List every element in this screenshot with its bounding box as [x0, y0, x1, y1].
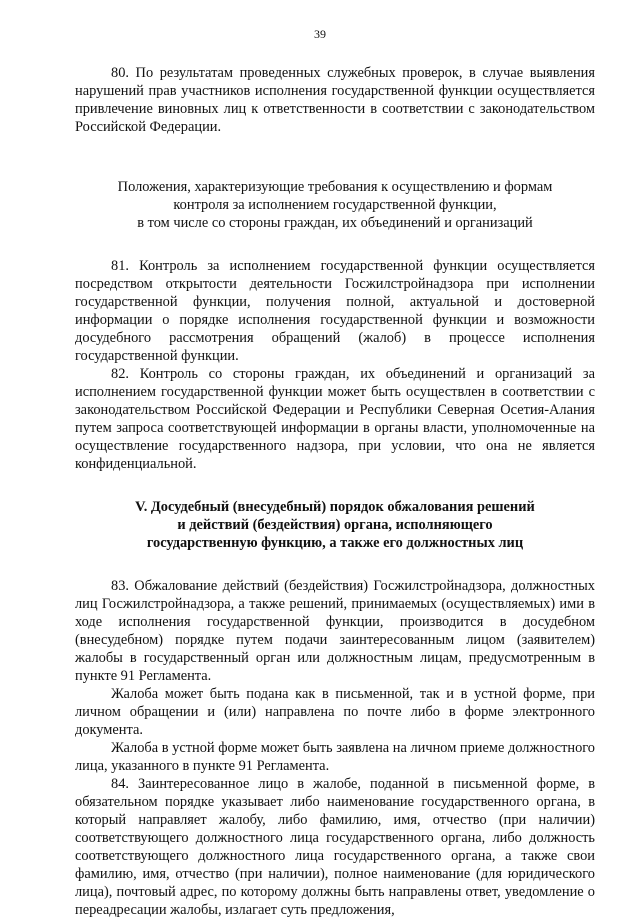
appeal-paragraphs: [75, 577, 595, 919]
paragraph-80: 80. По результатам проведенных служебных проверок, в случае выявления нарушений прав участников исполнения государственной функции осуществляется привлечение виновных лиц к ответственности в соответствии с законодательством Российской Федерации.: [75, 65, 595, 135]
chapter-heading: [75, 498, 595, 552]
chapter-heading-line-3: государственную функцию, а также его должностных лиц: [146, 535, 524, 551]
control-paragraphs: [75, 257, 595, 473]
section-heading-line-1: Положения, характеризующие требования к осуществлению и формам: [117, 179, 553, 195]
paragraph-83: 83. Обжалование действий (бездействия) Госжилстройнадзора, должностных лиц Госжилстройнадзора, а также решений, принимаемых (осуществляемых) ими в ходе исполнения государственной функции, производится в досудебном (внесудебном) порядке путем подачи заинтересованным лицом (заявителем) жалобы в государственный орган или должностным лицам, предусмотренным в пункте 91 Регламента.: [75, 578, 595, 684]
paragraph-82: 82. Контроль со стороны граждан, их объединений и организаций за исполнением государственной функции может быть осуществлен в соответствии с законодательством Российской Федерации и Республики Северная Осетия-Алания путем запроса соответствующей информации в органы власти, уполномоченные на осуществление государственного надзора, при условии, что она не является конфиденциальной.: [75, 366, 595, 472]
page-content: [75, 64, 595, 919]
paragraph-84: 84. Заинтересованное лицо в жалобе, поданной в письменной форме, в обязательном порядке указывает либо наименование государственного органа, в который направляет жалобу, либо фамилию, имя, отчество (при наличии) соответствующего должностного лица государственного органа, либо должность соответствующего должностного лица государственного органа, а также свои фамилию, имя, отчество (при наличии), полное наименование (для юридического лица), почтовый адрес, по которому должны быть направлены ответ, уведомление о переадресации жалобы, излагает суть предложения,: [75, 776, 595, 918]
page-number: 39: [314, 27, 326, 41]
section-heading-line-2: контроля за исполнением государственной функции,: [173, 197, 497, 213]
chapter-heading-line-1: V. Досудебный (внесудебный) порядок обжалования решений: [135, 499, 535, 515]
paragraph-81: 81. Контроль за исполнением государственной функции осуществляется посредством открытости деятельности Госжилстройнадзора при исполнении государственной функции, получения полной, актуальной и достоверной информации о порядке исполнения государственной функции и возможности досудебного рассмотрения обращений (жалоб) в процессе исполнения государственной функции.: [75, 258, 595, 364]
section-heading-line-3: в том числе со стороны граждан, их объединений и организаций: [137, 215, 533, 231]
section-heading: [75, 178, 595, 232]
chapter-heading-line-2: и действий (бездействия) органа, исполняющего: [177, 517, 493, 533]
paragraph-83-oral-form: Жалоба в устной форме может быть заявлена на личном приеме должностного лица, указанного в пункте 91 Регламента.: [75, 740, 595, 774]
paragraph-83-written-form: Жалоба может быть подана как в письменной, так и в устной форме, при личном обращении и (или) направлена по почте либо в форме электронного документа.: [75, 686, 595, 738]
